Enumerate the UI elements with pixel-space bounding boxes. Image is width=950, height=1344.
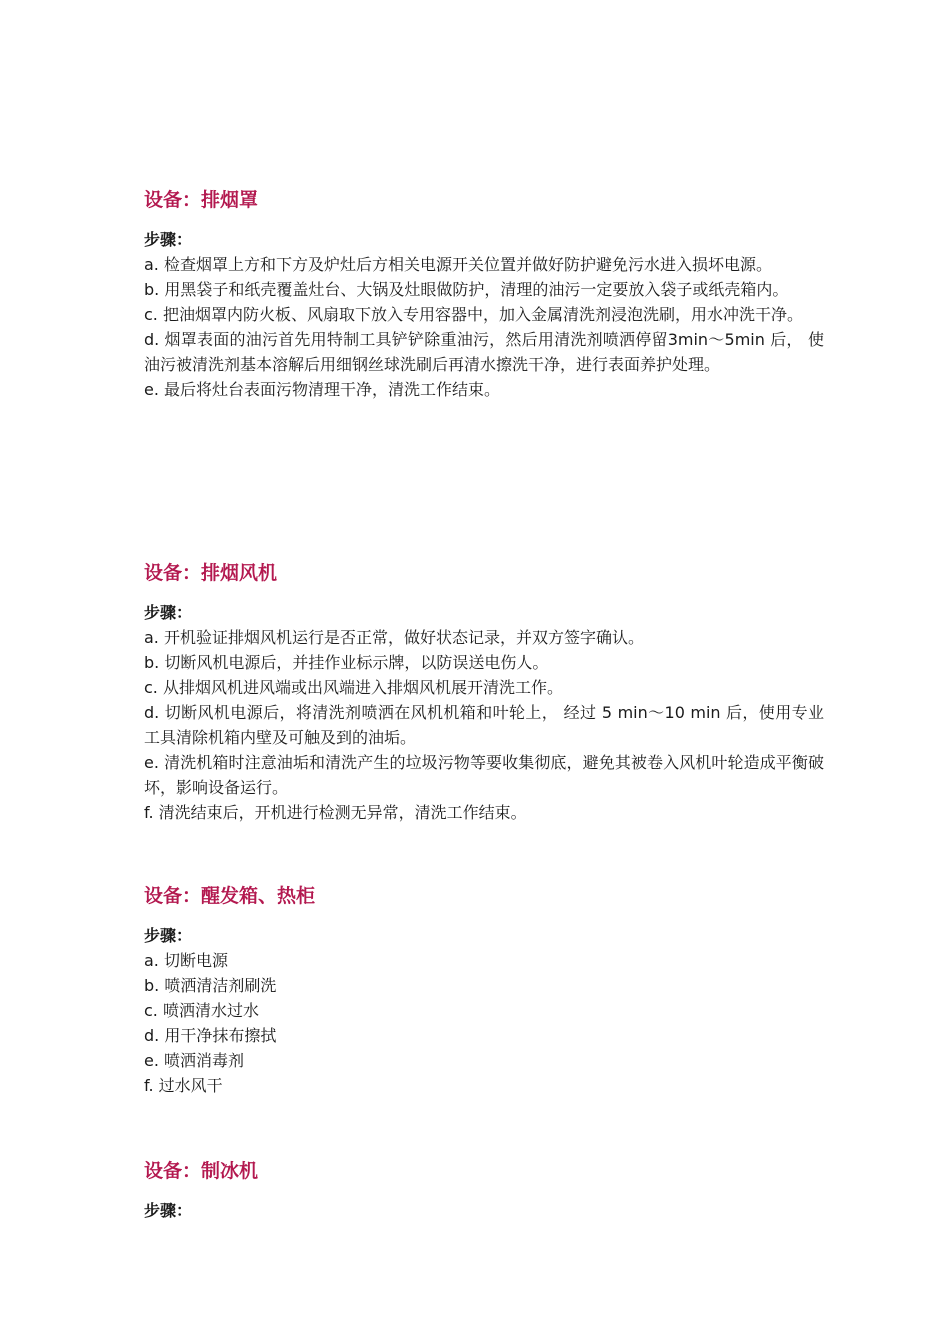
step-item: c. 喷洒清水过水 bbox=[144, 1001, 259, 1020]
step-item: c. 把油烟罩内防火板、风扇取下放入专用容器中，加入金属清洗剂浸泡洗刷，用水冲洗干净。 bbox=[144, 305, 803, 324]
step-item: d. 切断风机电源后，将清洗剂喷洒在风机机箱和叶轮上， 经过 5 min～10 min 后，使用专业 工具清除机箱内壁及可触及到的油垢。 bbox=[144, 703, 824, 747]
section-heading: 设备：排烟罩 bbox=[144, 189, 259, 211]
section-heading: 设备：排烟风机 bbox=[144, 562, 278, 584]
step-item: c. 从排烟风机进风端或出风端进入排烟风机展开清洗工作。 bbox=[144, 678, 563, 697]
section-exhaust-fan bbox=[144, 560, 824, 825]
section-range-hood bbox=[144, 187, 824, 402]
step-item: a. 开机验证排烟风机运行是否正常，做好状态记录，并双方签字确认。 bbox=[144, 628, 644, 647]
section-heading: 设备：醒发箱、热柜 bbox=[144, 885, 316, 907]
step-item: d. 烟罩表面的油污首先用特制工具铲铲除重油污，然后用清洗剂喷洒停留3min～5min 后， 使油污被清洗剂基本溶解后用细钢丝球洗刷后再清水擦洗干净，进行表面养护处理。 bbox=[144, 330, 824, 374]
step-item: e. 最后将灶台表面污物清理干净，清洗工作结束。 bbox=[144, 380, 501, 399]
step-item: f. 过水风干 bbox=[144, 1076, 223, 1095]
steps-label: 步骤： bbox=[144, 230, 193, 249]
steps-label: 步骤： bbox=[144, 603, 193, 622]
step-item: a. 检查烟罩上方和下方及炉灶后方相关电源开关位置并做好防护避免污水进入损坏电源。 bbox=[144, 255, 772, 274]
step-item: b. 用黑袋子和纸壳覆盖灶台、大锅及灶眼做防护，清理的油污一定要放入袋子或纸壳箱内。 bbox=[144, 280, 789, 299]
steps-label: 步骤： bbox=[144, 926, 193, 945]
steps-label: 步骤： bbox=[144, 1201, 193, 1220]
section-heading: 设备：制冰机 bbox=[144, 1160, 259, 1182]
step-item: d. 用干净抹布擦拭 bbox=[144, 1026, 277, 1045]
step-item: e. 清洗机箱时注意油垢和清洗产生的垃圾污物等要收集彻底，避免其被卷入风机叶轮造成平衡破坏，影响设备运行。 bbox=[144, 753, 824, 797]
step-item: b. 喷洒清洁剂刷洗 bbox=[144, 976, 277, 995]
step-item: f. 清洗结束后，开机进行检测无异常，清洗工作结束。 bbox=[144, 803, 527, 822]
section-ice-machine bbox=[144, 1158, 824, 1223]
step-item: e. 喷洒消毒剂 bbox=[144, 1051, 245, 1070]
step-item: b. 切断风机电源后，并挂作业标示牌，以防误送电伤人。 bbox=[144, 653, 549, 672]
section-proofer-warmer bbox=[144, 883, 824, 1098]
step-item: a. 切断电源 bbox=[144, 951, 228, 970]
